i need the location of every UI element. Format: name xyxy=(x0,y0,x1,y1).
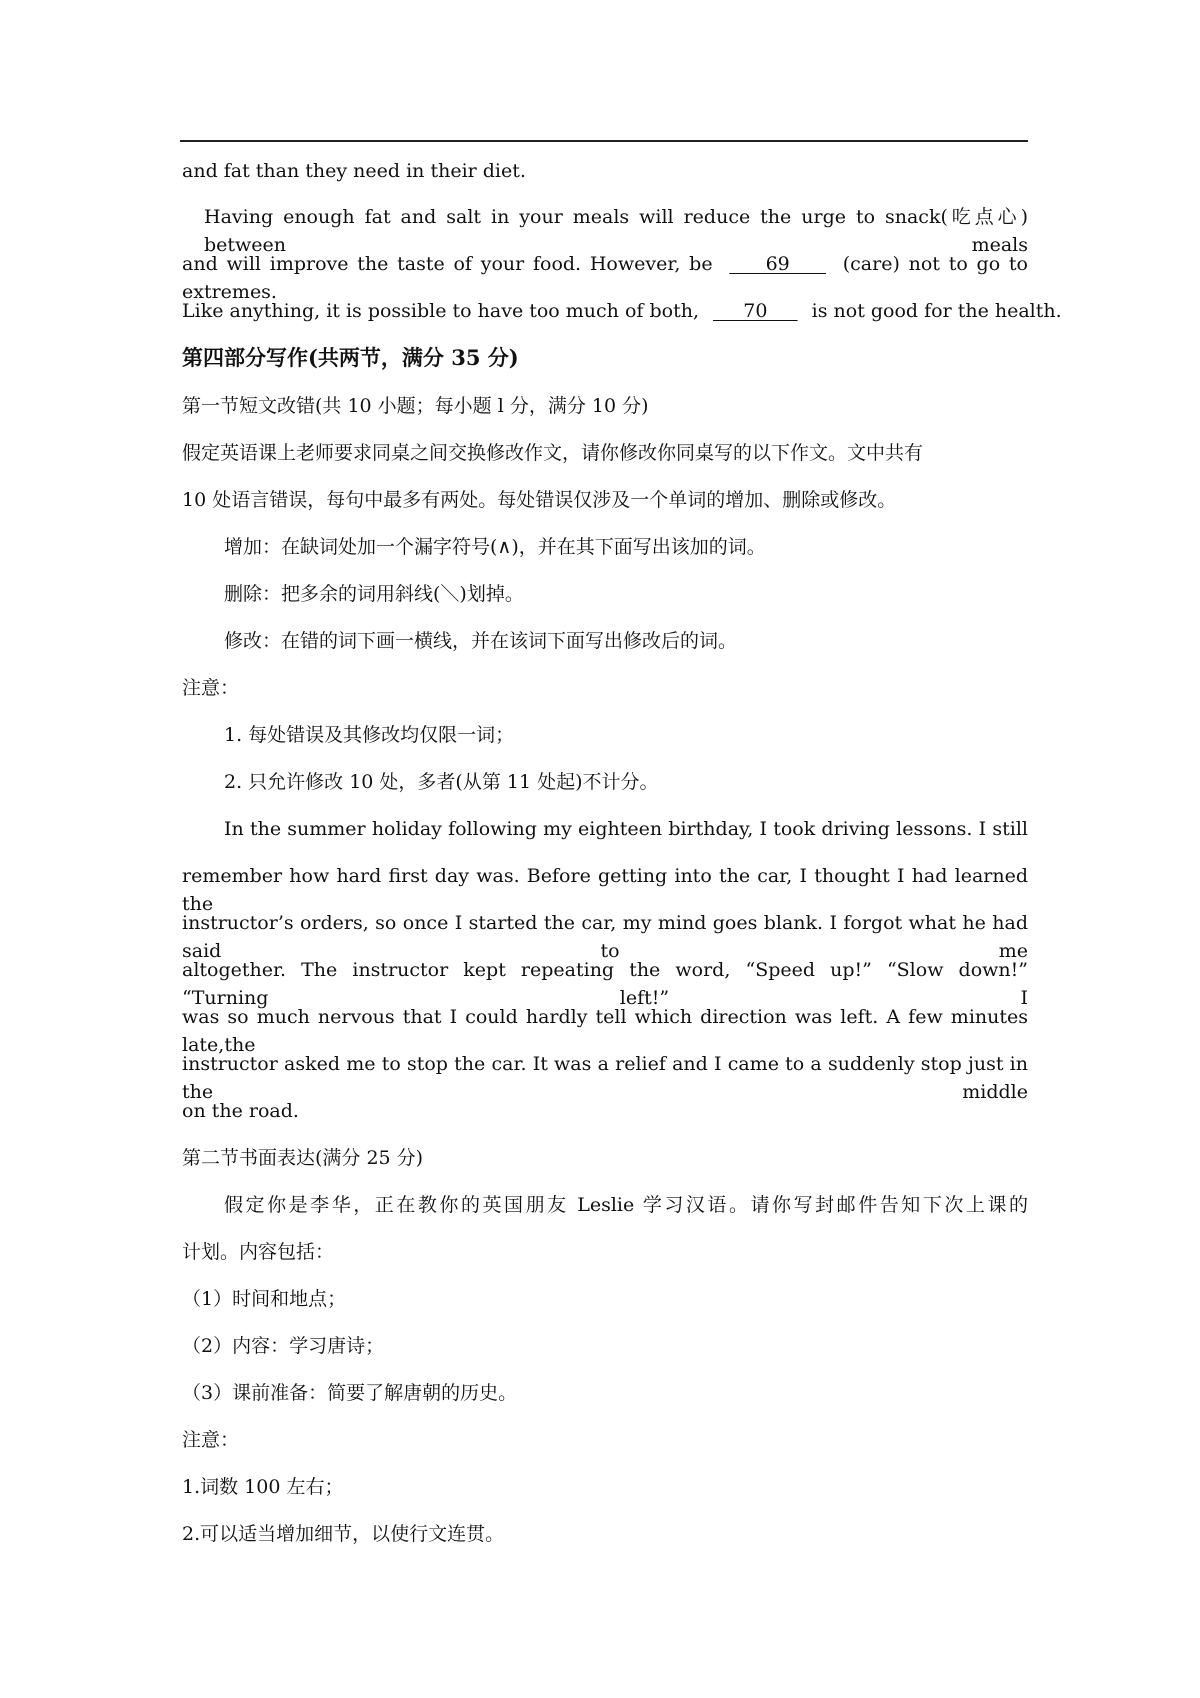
section1-note-2: 2. 只允许修改 10 处，多者(从第 11 处起)不计分。 xyxy=(224,771,659,793)
section2-note-2: 2.可以适当增加细节，以使行文连贯。 xyxy=(182,1523,505,1545)
essay-line-2: remember how hard first day was. Before getting into the car, I thought I had learned the xyxy=(182,865,1028,915)
rule-add: 增加：在缺词处加一个漏字符号(∧)，并在其下面写出该加的词。 xyxy=(224,536,766,558)
blank-70: 70 xyxy=(713,300,798,322)
section1-title: 第一节短文改错(共 10 小题；每小题 l 分，满分 10 分) xyxy=(182,395,649,417)
section2-note-1: 1.词数 100 左右； xyxy=(182,1476,344,1498)
passage-line-4 xyxy=(182,297,1062,325)
section1-instr-1: 假定英语课上老师要求同桌之间交换修改作文，请你修改你同桌写的以下作文。文中共有 xyxy=(182,442,924,464)
section1-note-1: 1. 每处错误及其修改均仅限一词； xyxy=(224,724,515,746)
passage-line-2: Having enough fat and salt in your meals will reduce the urge to snack(吃点心) between meals xyxy=(204,206,1028,256)
section2-item-2: （2）内容：学习唐诗； xyxy=(182,1335,385,1357)
section2-title: 第二节书面表达(满分 25 分) xyxy=(182,1147,424,1169)
section1-instr-2: 10 处语言错误，每句中最多有两处。每处错误仅涉及一个单词的增加、删除或修改。 xyxy=(182,489,897,511)
section1-note-label: 注意： xyxy=(182,677,240,699)
passage-line-4-post: is not good for the health. xyxy=(811,300,1062,322)
essay-line-7: on the road. xyxy=(182,1100,299,1122)
essay-line-1: In the summer holiday following my eighteen birthday, I took driving lessons. I still xyxy=(224,818,1028,840)
rule-delete: 删除：把多余的词用斜线(＼)划掉。 xyxy=(224,583,524,605)
section2-item-1: （1）时间和地点； xyxy=(182,1288,347,1310)
essay-line-3: instructor’s orders, so once I started the car, my mind goes blank. I forgot what he had said to me xyxy=(182,912,1028,962)
passage-line-3-pre: and will improve the taste of your food. However, be xyxy=(182,253,713,275)
essay-line-6: instructor asked me to stop the car. It was a relief and I came to a suddenly stop just in the middle xyxy=(182,1053,1028,1103)
passage-line-1: and fat than they need in their diet. xyxy=(182,160,526,182)
blank-69: 69 xyxy=(729,253,826,275)
section2-note-label: 注意： xyxy=(182,1429,240,1451)
rule-modify: 修改：在错的词下画一横线，并在该词下面写出修改后的词。 xyxy=(224,630,738,652)
section2-task-2: 计划。内容包括： xyxy=(182,1241,335,1263)
essay-line-5: was so much nervous that I could hardly tell which direction was left. A few minutes late,the xyxy=(182,1006,1028,1056)
essay-line-4: altogether. The instructor kept repeating the word, “Speed up!” “Slow down!” “Turning left!” I xyxy=(182,959,1028,1009)
part4-title: 第四部分写作(共两节，满分 35 分) xyxy=(182,345,519,370)
header-rule xyxy=(180,140,1028,142)
section2-item-3: （3）课前准备：简要了解唐朝的历史。 xyxy=(182,1382,518,1404)
passage-line-3-post: (care) not to go to extremes. xyxy=(182,253,1028,303)
section2-task-1: 假定你是李华，正在教你的英国朋友 Leslie 学习汉语。请你写封邮件告知下次上课的 xyxy=(224,1194,1028,1216)
passage-line-4-pre: Like anything, it is possible to have too much of both, xyxy=(182,300,699,322)
